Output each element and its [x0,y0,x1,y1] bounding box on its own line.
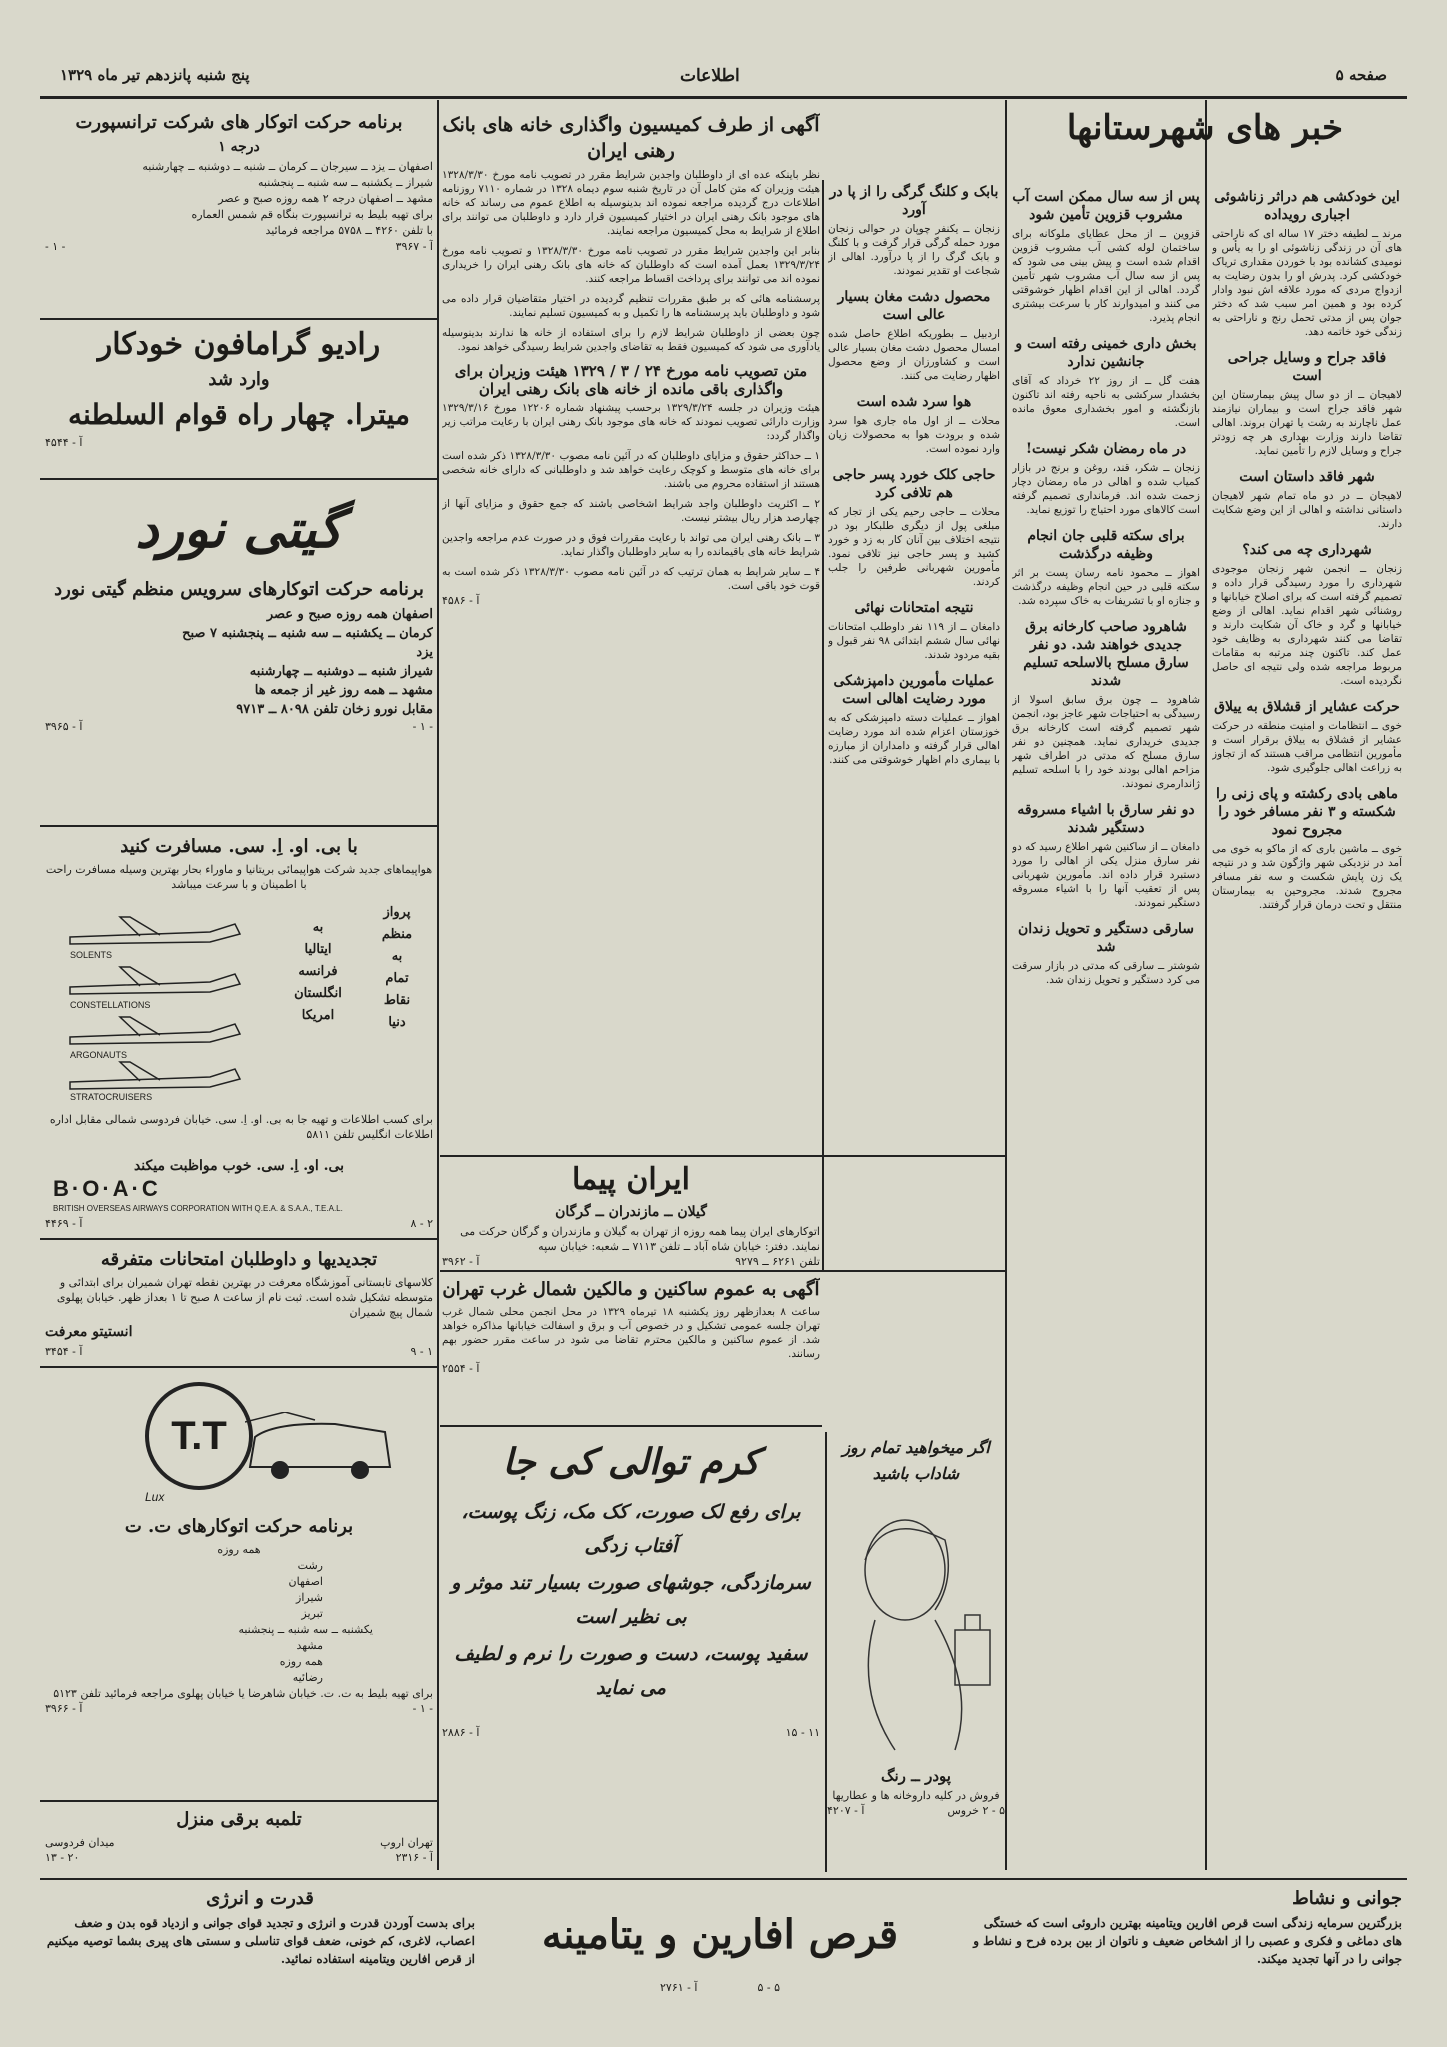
ad-subtitle: برنامه حرکت اتوکارهای سرویس منظم گیتی نورد [54,579,424,600]
story-title: بخش داری خمینی رفته است و جانشین ندارد [1015,336,1197,370]
ad-title: رادیو گرامافون خودکار [97,327,381,362]
plane-label: CONSTELLATIONS [70,1000,151,1010]
notice-text: ساعت ۸ بعدازظهر روز یکشنبه ۱۸ تیرماه ۱۳۲۹ در محل انجمن محلی شمال غرب تهران جلسه عمومی تشکیل و در خصوص آب و برق و اسفالت خیابانها مذاکره خواهد شد. از عموم ساکنین و مالکین محترم تقاضا می شود در ساعت مقرر حضور بهم رسانند. [442,1306,820,1360]
tt-bus-ad [45,1372,433,1722]
plane-label: ARGONAUTS [70,1050,128,1060]
ad-code: - ۱ - [412,720,433,733]
destination: ایتالیا [304,942,332,957]
pump-ad [45,1805,433,1875]
powder-ad [825,1432,1005,1872]
section-rule [40,318,437,320]
ad-slogan: اگر میخواهید تمام روز شاداب باشید [842,1438,990,1483]
issue-date: پنج شنبه پانزدهم تیر ماه ۱۳۲۹ [60,66,250,84]
route-line: رشت [297,1559,323,1572]
news-column-3 [828,180,1000,1265]
transport-ad [45,108,433,313]
story-title: ماهی بادی رکشته و پای زنی را شکسته و ۳ نفر مسافر خود را مجروح نمود [1216,786,1398,838]
section-rule [40,1800,437,1802]
story-title: حاجی کلک خورد پسر حاجی هم تلافی کرد [832,467,996,501]
woman-illustration [835,1490,1005,1760]
section-title: خبر های شهرستانها [1066,108,1344,148]
route-line: یکشنبه ــ سه شنبه ــ پنجشنبه [238,1623,373,1636]
story-text: محلات ــ حاجی رحیم یکی از تجار که مبلغی پول از دیگری طلبکار بود در نتیجه اختلاف بین آنان کار به زد و خورد کشید و پسر حاجی نیز تلافی نمود. مأمورین شهربانی طرفین را جلب کردند. [828,506,1000,588]
section-rule [40,478,437,480]
flight-word: تمام [385,971,409,986]
exams-ad [45,1245,433,1360]
story-text: قزوین ــ از محل عطایای ملوکانه برای ساختمان لوله کشی آب مشروب قزوین اقدام شده است و پیش بینی می شود که پس از سه سال آب مشروب شهر تأمین گردد. اهالی از این اقدام اظهار خوشوقتی می کنند و امیدوارند کار با سرعت بیشتری انجام پذیرد. [1012,228,1200,324]
route-line: شیراز ــ یکشنبه ــ سه شنبه ــ پنجشنبه [258,176,433,189]
route-line: یزد [416,645,433,660]
school-name: انستیتو معرفت [45,1324,133,1340]
story-text: مرند ــ لطیفه دختر ۱۷ ساله ای که ناراحتی های آن در زندگی زناشوئی او را به یأس و نومیدی کشانده بود با خوردن مقداری تریاک خودکشی کرد. پدرش او را بدون رضایت به ازدواج مردی که مورد علاقه اش نبود وادار کرده بود و همین امر سبب شد که دختر جوان پس از مدتی تحمل رنج و ناراحتی به زندگی خود خاتمه دهد. [1212,228,1402,338]
story-title: بابک و کلنگ گرگی را از پا در آورد [829,184,999,218]
ad-title: کرم توالی کی جا [502,1441,760,1483]
story-text: لاهیجان ــ در دو ماه تمام شهر لاهیجان داستانی نداشته و اهالی از این وضع شکایت دارند. [1212,490,1402,530]
ad-title: ایران پیما [572,1162,690,1197]
notice-title: آگهی به عموم ساکنین و مالکین شمال غرب تهران [442,1279,820,1300]
flight-word: پرواز [383,905,411,920]
flight-word: نقاط [383,993,411,1008]
story-title: شهرداری چه می کند؟ [1242,542,1372,558]
section-rule [440,1270,1005,1272]
section-rule [40,1366,437,1368]
ad-text: کلاسهای تابستانی آموزشگاه معرفت در بهترین نقطه تهران شمیران برای ابتدائی و متوسطه تشکیل شده است. ثبت نام از ساعت ۸ صبح تا ۱ بعداز ظهر. خیابان پهلوی شمال پیچ شمیران [56,1276,433,1319]
ad-title: برنامه حرکت اتوکارهای ت. ت [124,1516,354,1537]
story-text: خوی ــ انتظامات و امنیت منطقه در حرکت عشایر از قشلاق به ییلاق برقرار است و مأمورین انتظامی مراقب هستند که از تجاوز به زراعت اهالی جلوگیری شود. [1212,720,1402,774]
ad-code: آ - ۲۷۶۱ [660,1981,698,1994]
news-column-1 [1212,185,1402,1865]
route-line: مشهد ــ همه روز غیر از جمعه ها [254,683,433,698]
story-text: اردبیل ــ بطوریکه اطلاع حاصل شده امسال محصول دشت مغان بسیار عالی است و کشاورزان از وضع محصول اظهار رضایت می کنند. [828,328,1000,382]
ad-code: - ۱ - [412,1702,433,1715]
destination: فرانسه [298,964,338,979]
notice-paragraph: ۲ ــ اکثریت داوطلبان واجد شرایط اشخاصی باشند که جمع حقوق و مزایای آنها از چهارصد هزار ریال بیشتر نیست. [442,498,820,524]
route-line: مقابل نورو زخان تلفن ۸۰۹۸ ــ ۹۷۱۳ [236,702,433,717]
story-text: دامغان ــ از ۱۱۹ نفر داوطلب امتحانات نهائی سال ششم ابتدائی ۹۸ نفر قبول و بقیه مردود شدند. [828,621,1000,661]
ad-brand: پودر ــ رنگ [881,1767,951,1785]
ad-line: سرمازدگی، جوشهای صورت بسیار تند موثر و بی نظیر است [451,1572,811,1628]
ad-code: - ۱ - [45,240,66,253]
ad-title: جوانی و نشاط [1292,1888,1402,1909]
destination: امریکا [301,1008,335,1023]
flight-word: منظم [381,927,413,942]
notice-paragraph: بنابر این واجدین شرایط مقرر در تصویب نامه مورخ ۱۳۲۸/۳/۳۰ و تصویب نامه مورخ ۱۳۲۹/۳/۲۴ بعمل آمده است که داوطلبان که خانه های بانک رهنی ایران را خریداری نموده اند می توانند برای پرداخت اقساط مراجعه کنند. [442,245,820,285]
story-title: در ماه رمضان شکر نیست! [1025,441,1187,457]
route-line: شیراز [296,1591,323,1604]
radio-ad [45,325,433,473]
ad-phones: تلفن ۶۲۶۱ ــ ۹۲۷۹ [735,1255,820,1268]
ad-line: سفید پوست، دست و صورت را نرم و لطیف می نماید [454,1643,808,1699]
ad-code: ۵ - ۲ خروس [947,1804,1005,1817]
ad-code: آ - ۲۸۸۶ [442,1726,480,1739]
story-title: شهر فاقد داستان است [1239,469,1375,485]
ad-big-title: قرص افارین و یتامینه [541,1911,899,1958]
news-column-2 [1012,185,1200,1865]
destination: انگلستان [294,986,342,1001]
ad-code: ۱۱ - ۱۵ [785,1726,820,1739]
ad-code: آ - ۳۹۶۲ [442,1255,480,1268]
residents-notice [442,1275,820,1425]
page-number: صفحه ۵ [1335,66,1387,84]
ad-footer: فروش در کلیه داروخانه ها و عطاریها [832,1789,1000,1802]
ad-code: آ - ۳۹۶۷ [395,240,433,253]
tt-logo-group [45,1372,433,1512]
ad-text: برای بدست آوردن قدرت و انرژی و تجدید قوای جوانی و ازدیاد قوه بدن و ضعف اعصاب، لاغری، کم خونی، ضعف قوای تناسلی و سستی های پیری بشما توصیه میکنیم از قرص افارین ویتامینه استفاده نمائید. [46,1916,475,1966]
route-line: اصفهان [288,1575,323,1588]
story-text: زنجان ــ انجمن شهر زنجان موجودی شهرداری را مورد رسیدگی قرار داده و تصمیم گرفته است که برای اصلاح خیابانها و روشنائی شهر اقدام نماید. اهالی از وضع خیابانها و گرد و خاک آن شکایت دارند و تقاضا می کنند شهرداری به وظایف خود عمل کند. تاکنون چند مرتبه به مقامات مربوط مراجعه شده ولی نتیجه ای حاصل نگردیده است. [1212,563,1402,687]
ad-code: آ - ۲۳۱۶ [395,1851,433,1864]
ad-slogan: بی. او. اِ. سی. خوب مواظبت میکند [133,1158,345,1174]
bus-icon [245,1412,395,1482]
story-title: فاقد جراح و وسایل جراحی است [1227,350,1387,384]
gitinavard-ad [45,485,433,820]
ad-title: با بی. او. اِ. سی. مسافرت کنید [120,836,358,857]
story-title: نتیجه امتحانات نهائی [854,600,974,616]
route-line: با تلفن ۴۲۶۰ ــ ۵۷۵۸ مراجعه فرمائید [265,224,433,237]
notice-paragraph: نظر باینکه عده ای از داوطلبان واجدین شرایط مقرر در تصویب نامه مورخ ۱۳۲۸/۳/۳۰ هیئت وزیران که متن کامل آن در تاریخ شنبه سوم دیماه ۱۳۲۸ در شماره ۷۱۱۰ روزنامه اطلاعات درج گردیده مراجعه نموده اند بدینوسیله به اطلاع عموم می رساند که خانه های موجود بانک رهنی ایران در اختیار کمیسیون قرار دارد و داوطلبان می توانند برای اطلاع از شرایط به محل کمیسیون مراجعه نمایند. [442,169,820,237]
ad-code: ۱ - ۹ [410,1345,433,1358]
energy-ad-center [480,1890,960,2020]
story-title: هوا سرد شده است [856,394,972,410]
story-text: زنجان ــ شکر، قند، روغن و برنج در بازار کمیاب شده و اهالی در ماه رمضان دچار زحمت شده اند. فرمانداری تصمیم گرفته است کالاهای مورد احتیاج را توزیع نماید. [1012,462,1200,516]
column-rule [437,100,439,1870]
story-text: زنجان ــ یکنفر چوپان در حوالی زنجان مورد حمله گرگی قرار گرفت و با کلنگ و بابک گرگ را از پا درآورد. اهالی از شجاعت او تقدیر نمودند. [828,223,1000,277]
route-line: رضائیه [292,1671,323,1684]
ad-code: آ - ۳۹۶۵ [45,720,83,733]
planes-group [50,902,270,1102]
ad-subtitle: گیلان ــ مازندران ــ گرگان [555,1204,707,1220]
column-rule [1205,100,1207,1870]
boac-logo: B·O·A·C [53,1176,161,1201]
route-line: همه روزه [279,1655,323,1668]
route-line: اصفهان همه روزه صبح و عصر [266,607,433,622]
route-line: مشهد ــ اصفهان درجه ۲ همه روزه صبح و عصر [218,192,433,205]
boac-ad [45,832,433,1232]
ad-title: قدرت و انرژی [206,1888,314,1909]
ad-title: تلمبه برقی منزل [176,1809,302,1830]
story-text: لاهیجان ــ از دو سال پیش بیمارستان این شهر فاقد جراح است و بیماران نیازمند عمل ناچارند به رشت یا تهران بروند. اهالی تقاضا دارند وزارت بهداری هر چه زودتر جراح و وسایل لازم را تأمین نماید. [1212,389,1402,457]
tt-logo: T.T [145,1382,253,1490]
ad-code: ۲۰ - ۱۳ [45,1851,80,1864]
story-title: پس از سه سال ممکن است آب مشروب قزوین تأمین شود [1012,189,1200,223]
ad-code: آ - ۳۹۶۶ [45,1702,83,1715]
notice-paragraph: ۴ ــ سایر شرایط به همان ترتیب که در آئین نامه مصوب ۱۳۲۸/۳/۳۰ ذکر شده است به قوت خود باقی است. [442,566,820,592]
notice-title: آگهی از طرف کمیسیون واگذاری خانه های بانک رهنی ایران [442,114,820,162]
notice-subtitle: متن تصویب نامه مورخ ۲۴ / ۳ / ۱۳۲۹ هیئت وزیران برای واگذاری باقی مانده از خانه های بانک رهنی ایران [454,362,808,398]
section-rule [440,1425,822,1427]
ad-code: آ - ۴۵۴۴ [45,436,83,449]
notice-paragraph: ۱ ــ حداکثر حقوق و مزایای داوطلبان که در آئین نامه مصوب ۱۳۲۸/۳/۳۰ ذکر شده است برای خانه های متوسط و کوچک رعایت خواهد شد و داوطلبانی که دارای خانه شخصی هستند از استفاده محروم می باشند. [442,450,820,490]
section-rule [40,1238,437,1240]
ad-logo: گیتی نورد [135,499,343,560]
story-title: عملیات مأمورین دامپزشکی مورد رضایت اهالی است [833,673,995,707]
bank-notice [442,108,820,1148]
plane-label: STRATOCRUISERS [70,1092,153,1102]
column-rule [1005,100,1007,1870]
ad-line: برای رفع لک صورت، کک مک، زنگ پوست، آفتاب زدگی [461,1501,801,1557]
flight-word: به [391,949,403,964]
story-text: هفت گل ــ از روز ۲۲ خرداد که آقای بخشدار سرکشی به ناحیه رفته اند تاکنون بازنگشته و امور بخشداری معوق مانده است. [1012,375,1200,429]
ad-code: ۵ - ۵ [757,1981,780,1994]
ad-code: آ - ۴۴۶۹ [45,1217,83,1230]
route-line: شیراز شنبه ــ دوشنبه ــ چهارشنبه [249,664,433,679]
ad-line: تهران اروپ [380,1836,433,1849]
story-text: دامغان ــ از ساکنین شهر اطلاع رسید که دو نفر سارق منزل یکی از اهالی را مورد دستبرد قرار داده اند. مأمورین شهربانی پس از تعقیب آنها را با اشیاء مسروقه دستگیر نمودند. [1012,841,1200,909]
energy-ad-left [45,1884,475,2024]
story-title: دو نفر سارق با اشیاء مسروقه دستگیر شدند [1017,802,1195,836]
ad-grade: درجه ۱ [218,139,260,155]
destination: به [312,920,324,935]
flight-list [367,902,427,1034]
story-title: برای سکته قلبی جان انجام وظیفه درگذشت [1027,528,1185,562]
notice-paragraph: هیئت وزیران در جلسه ۱۳۲۹/۳/۲۴ برحسب پیشنهاد شماره ۱۲۲۰۶ مورخ ۱۳۲۹/۳/۱۶ وزارت دارائی تصویب نمودند که خانه های موجود بانک رهنی ایران با رعایت مراتب زیر واگذار گردد: [442,402,820,442]
notice-paragraph: چون بعضی از داوطلبان شرایط لازم را برای استفاده از خانه ها ندارند بدینوسیله یادآوری می شود که کمیسیون فقط به تقاضای واجدین شرایط رسیدگی خواهد نمود. [442,327,820,353]
ad-line: میدان فردوسی [45,1836,115,1849]
story-title: شاهرود صاحب کارخانه برق جدیدی خواهند شد. دو نفر سارق مسلح بالاسلحه تسلیم شدند [1023,619,1189,689]
destination-list [278,917,358,1027]
notice-paragraph: پرسشنامه هائی که بر طبق مقررات تنظیم گردیده در اختیار متقاضیان قرار داده می شود و داوطلبان باید پرسشنامه ها را تکمیل و به کمیسیون تسلیم نمایند. [442,293,820,319]
route-line: برای تهیه بلیط به ترانسپورت بنگاه قم شمس العماره [191,208,433,221]
cream-ad [442,1432,820,1872]
ad-code: آ - ۴۵۸۶ [442,594,480,607]
route-line: مشهد [296,1639,323,1652]
boac-corp: BRITISH OVERSEAS AIRWAYS CORPORATION WITH Q.E.A. & S.A.A., T.E.A.L. [53,1204,343,1213]
ad-subtitle: هواپیماهای جدید شرکت هواپیمائی بریتانیا و ماوراء بحار بهترین وسیله مسافرت راحت با اطمینان و با سرعت میباشد [45,863,433,891]
route-line: همه روزه [217,1543,261,1556]
story-text: شوشتر ــ سارقی که مدتی در بازار سرقت می کرد دستگیر و تحویل زندان شد. [1012,960,1200,986]
ad-info: برای کسب اطلاعات و تهیه جا به بی. او. اِ. سی. خیابان فردوسی شمالی مقابل اداره اطلاعات انگلیس تلفن ۵۸۱۱ [49,1113,433,1141]
story-title: حرکت عشایر از قشلاق به ییلاق [1214,699,1400,715]
plane-label: SOLENTS [70,950,113,960]
route-line: کرمان ــ یکشنبه ــ سه شنبه ــ پنجشنبه ۷ صبح [182,626,433,641]
story-text: اهواز ــ محمود نامه رسان پست بر اثر سکته قلبی در حین انجام وظیفه درگذشت و جنازه او با تشریفات به خاک سپرده شد. [1012,567,1200,607]
story-text: اهواز ــ عملیات دسته دامپزشکی که به خوزستان اعزام شده اند مورد رضایت اهالی قرار گرفته و دامداران از مبارزه با بیماری دام اظهار خوشوقتی می کنند. [828,712,1000,766]
ad-text: بزرگترین سرمایه زندگی است قرص افارین ویتامینه بهترین داروئی است که خستگی های دماغی و فکری و عصبی را از اشخاص ضعیف و ناتوان از بین برده فرح و نشاط و جوانی را در آنها تجدید میکند. [973,1916,1402,1966]
ad-code: آ - ۳۴۵۴ [45,1345,83,1358]
story-text: شاهرود ــ چون برق سابق اسولا از رسیدگی به احتیاجات شهر عاجز بود، انجمن شهر تصمیم گرفته است کارخانه برق جدیدی خریداری نماید. همچنین دو نفر سارق مسلح که مدتی در اطراف شهر مزاحم اهالی بودند خود را با اسلحه تسلیم ژاندارمری نمودند. [1012,694,1200,790]
story-text: خوی ــ ماشین باری که از ماکو به خوی می آمد در نزدیکی شهر واژگون شد و در نتیجه یک زن پایش شکست و سه نفر مسافر مجروح شدند. مجروحین به بیمارستان منتقل و تحت درمان قرار گرفتند. [1212,843,1402,911]
section-rule [40,1878,1407,1880]
ad-text: برای تهیه بلیط به ت. ت. خیابان شاهرضا یا خیابان پهلوی مراجعه فرمائید تلفن ۵۱۲۳ [53,1687,433,1700]
column-rule [822,180,824,1270]
route-line: تبریز [301,1607,323,1620]
lux-label: Lux [145,1490,165,1504]
story-title: سارقی دستگیر و تحویل زندان شد [1017,921,1195,955]
energy-ad-right [965,1884,1402,2024]
ad-title: تجدیدیها و داوطلبان امتحانات متفرقه [100,1249,378,1270]
ad-text: اتوکارهای ایران پیما همه روزه از تهران به گیلان و مازندران و گرگان حرکت می نمایند. دفتر: خیابان شاه آباد ــ تلفن ۷۱۱۳ ــ شعبه: خیابان سپه [460,1225,820,1253]
ad-code: آ - ۴۲۰۷ [827,1804,865,1817]
story-title: این خودکشی هم دراثر زناشوئی اجباری رویداده [1214,189,1400,223]
flight-word: دنیا [388,1015,406,1030]
iranpeyma-ad [442,1160,820,1268]
story-text: محلات ــ از اول ماه جاری هوا سرد شده و برودت هوا به محصولات زیان وارد نموده است. [828,415,1000,455]
ad-code: ۲ - ۸ [410,1217,433,1230]
ad-code: آ - ۲۵۵۴ [442,1362,480,1375]
story-title: محصول دشت مغان بسیار عالی است [837,289,991,323]
ad-address: میترا. چهار راه قوام السلطنه [67,398,411,431]
ad-title: برنامه حرکت اتوکار های شرکت ترانسپورت [75,112,403,133]
masthead [40,60,1407,99]
newspaper-name: اطلاعات [680,66,740,86]
headline-city-news [1010,108,1400,148]
route-line: اصفهان ــ یزد ــ سیرجان ــ کرمان ــ شنبه ــ دوشنبه ــ چهارشنبه [142,160,433,173]
notice-paragraph: ۳ ــ بانک رهنی ایران می تواند با رعایت مقررات فوق و در صورت عدم مراجعه واجدین شرایط خانه های باقیمانده را به سایر داوطلبان واگذار نماید. [442,532,820,558]
section-rule [40,825,437,827]
ad-subtitle: وارد شد [208,369,270,390]
